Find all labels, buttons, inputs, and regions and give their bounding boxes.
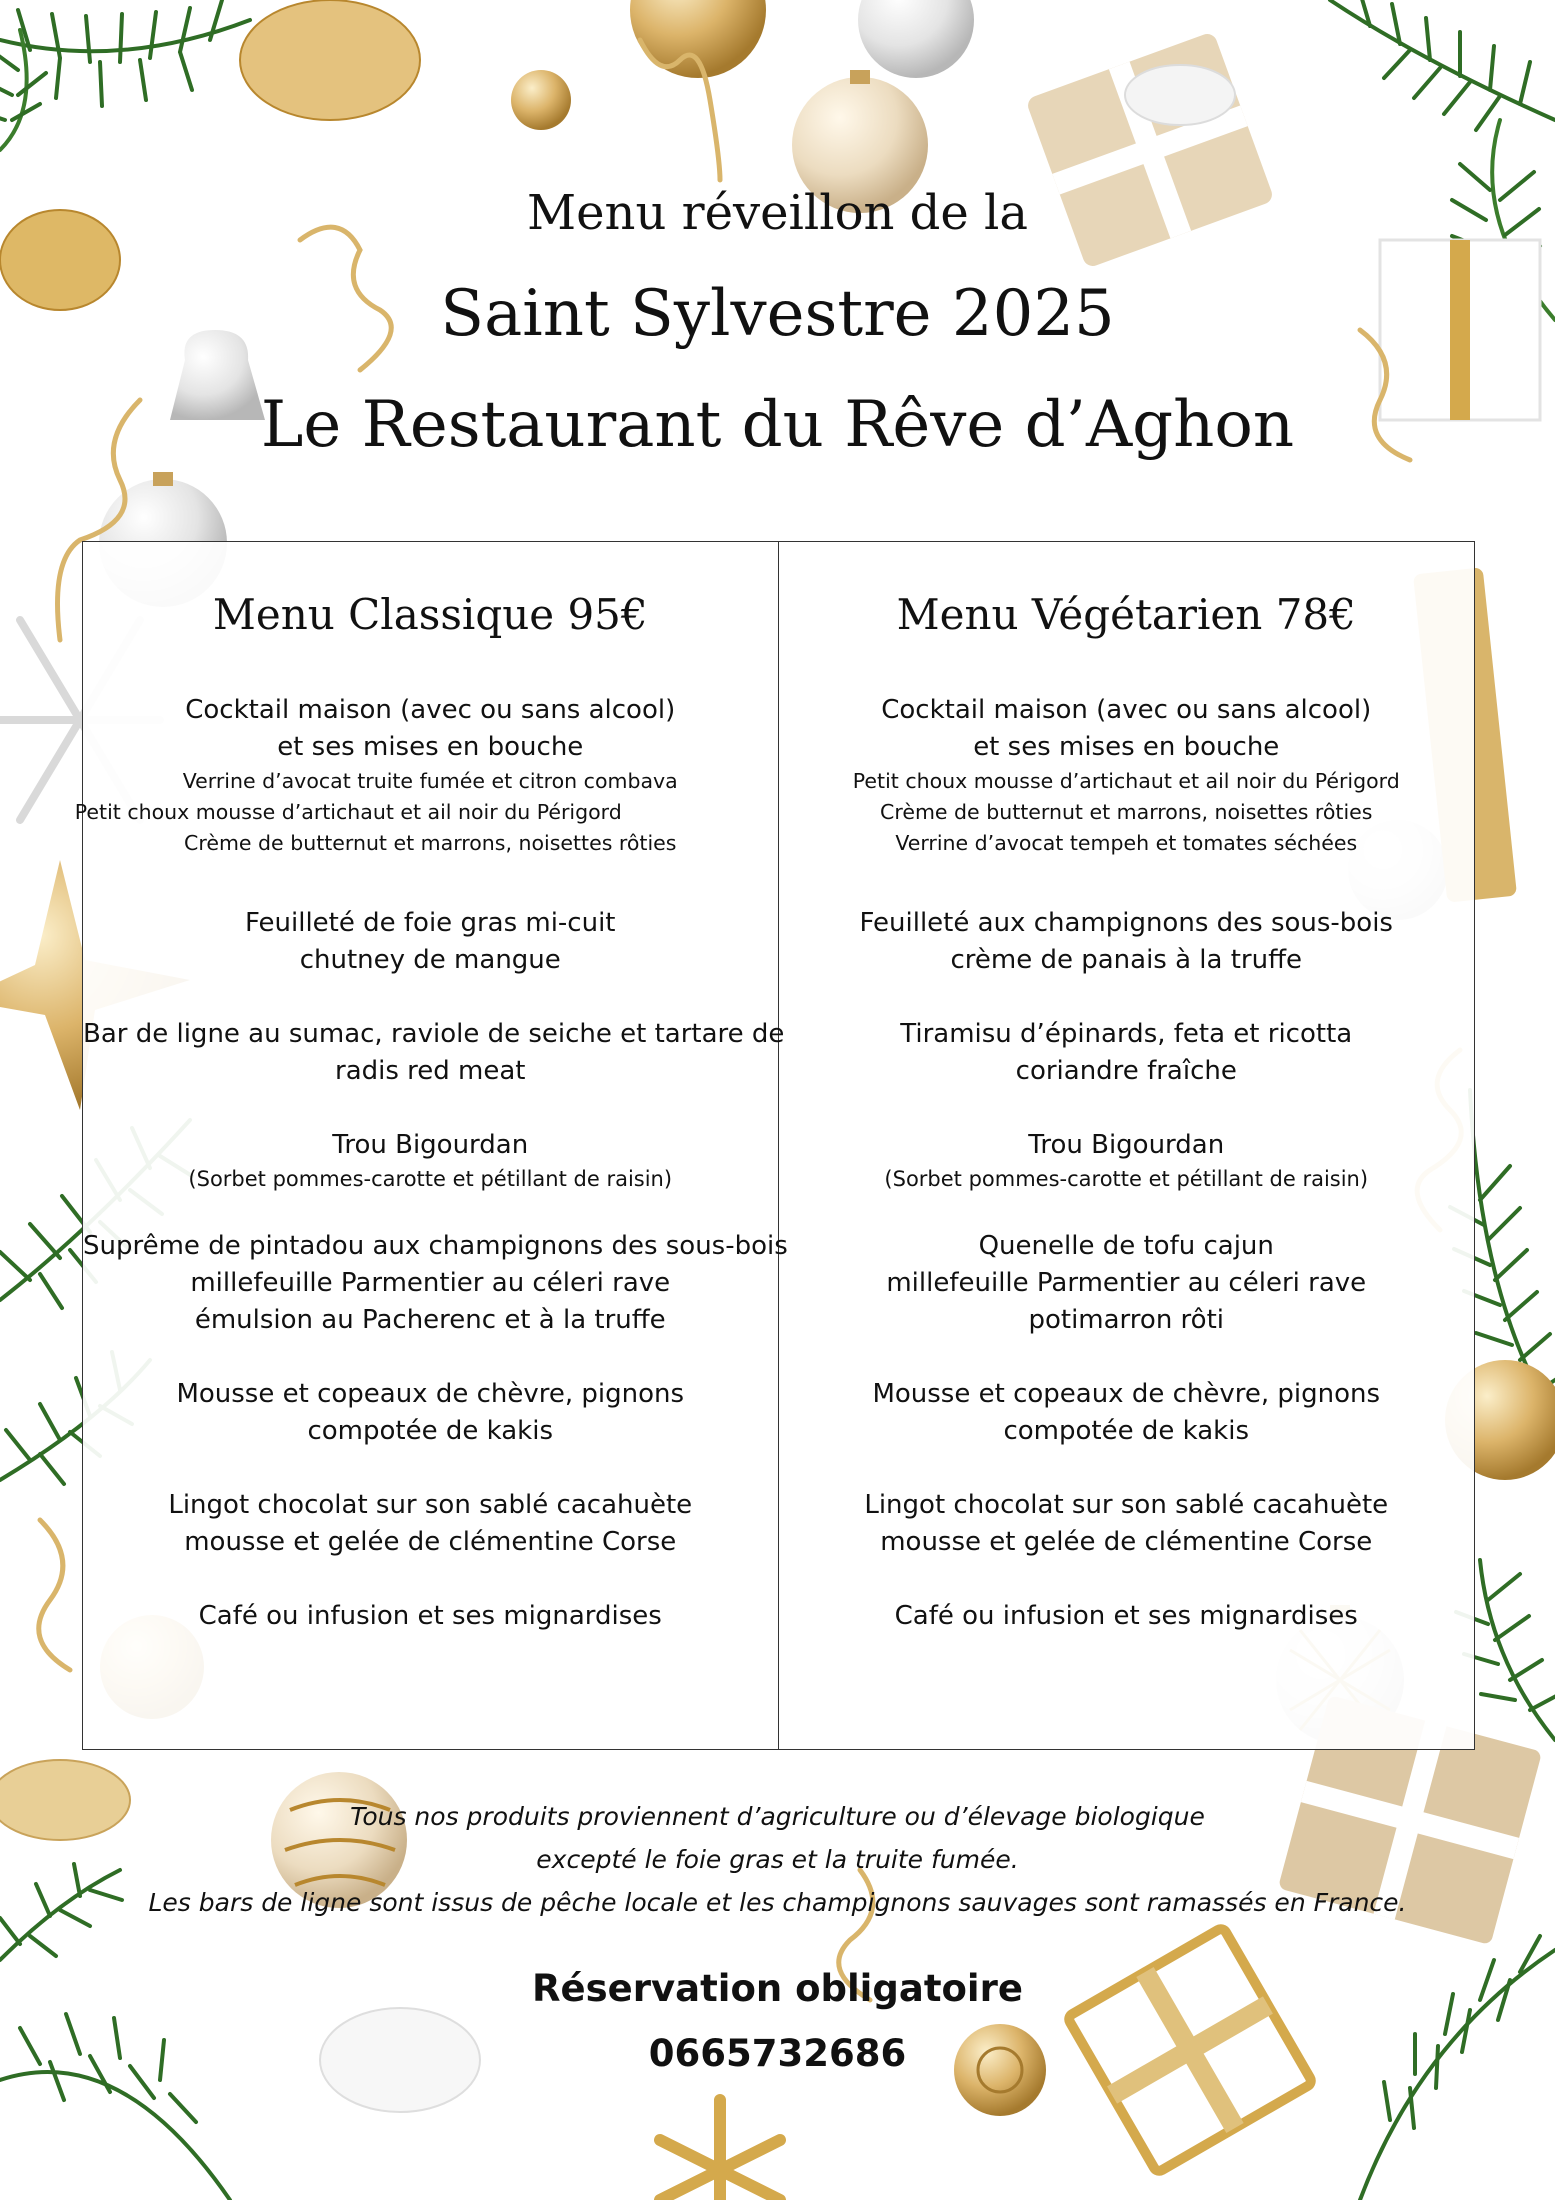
course-line: et ses mises en bouche: [973, 732, 1280, 762]
course-item: [83, 1376, 778, 1450]
small-gold-ornament: [511, 70, 571, 130]
course-line: coriandre fraîche: [1015, 1056, 1237, 1086]
course-detail: Petit choux mousse d’artichaut et ail noir du Périgord: [74, 800, 622, 824]
course-line: Cocktail maison (avec ou sans alcool): [881, 695, 1372, 725]
course-line: Tiramisu d’épinards, feta et ricotta: [900, 1019, 1353, 1049]
gold-ornament-top: [630, 0, 766, 78]
course-line: émulsion au Pacherenc et à la truffe: [194, 1305, 666, 1335]
menu-table: [74, 541, 1475, 1750]
course-line: Bar de ligne au sumac, raviole de seiche et tartare de: [83, 1019, 785, 1049]
course-item: [779, 1228, 1475, 1339]
course-line: Suprême de pintadou aux champignons des sous-bois: [83, 1231, 788, 1261]
course-line: mousse et gelée de clémentine Corse: [184, 1527, 677, 1557]
course-line: Café ou infusion et ses mignardises: [894, 1601, 1358, 1631]
course-line: Lingot chocolat sur son sablé cacahuète: [864, 1490, 1389, 1520]
course-line: Cocktail maison (avec ou sans alcool): [185, 695, 676, 725]
course-detail: Verrine d’avocat truite fumée et citron combava: [182, 769, 678, 793]
gold-bow-top: [240, 0, 420, 120]
course-item: [779, 1127, 1475, 1195]
menu-vegetarien-title: Menu Végétarien 78€: [896, 590, 1356, 639]
course-line: chutney de mangue: [299, 945, 561, 975]
sourcing-note-line: Tous nos produits proviennent d’agriculture ou d’élevage biologique: [350, 1802, 1205, 1831]
menu-classique-courses: [74, 692, 788, 1672]
course-item: [83, 905, 778, 979]
course-item: [83, 1016, 785, 1090]
course-item: [83, 1487, 778, 1561]
course-line: Lingot chocolat sur son sablé cacahuète: [168, 1490, 693, 1520]
course-item: [779, 1598, 1475, 1635]
menu-vegetarien-column: [779, 542, 1475, 1749]
course-line: Feuilleté de foie gras mi-cuit: [245, 908, 616, 938]
course-line: Trou Bigourdan: [1028, 1130, 1225, 1160]
silver-ornament-top: [858, 0, 974, 78]
menu-title-line-2: Saint Sylvestre 2025: [440, 277, 1115, 351]
course-line: crème de panais à la truffe: [950, 945, 1303, 975]
course-detail: Crème de butternut et marrons, noisettes rôties: [880, 800, 1373, 824]
course-line: Feuilleté aux champignons des sous-bois: [859, 908, 1393, 938]
snowflake-bottom: [660, 2100, 780, 2200]
course-item: [74, 692, 778, 859]
course-detail: Verrine d’avocat tempeh et tomates séchées: [895, 831, 1358, 855]
course-detail: Crème de butternut et marrons, noisettes rôties: [184, 831, 677, 855]
course-item: [779, 905, 1475, 979]
sourcing-note-line: excepté le foie gras et la truite fumée.: [536, 1845, 1019, 1874]
sourcing-note: [0, 1795, 1555, 1924]
course-item: [779, 1376, 1475, 1450]
course-detail: (Sorbet pommes-carotte et pétillant de raisin): [188, 1167, 673, 1191]
course-item: [779, 1487, 1475, 1561]
restaurant-name: Le Restaurant du Rêve d’Aghon: [260, 388, 1295, 462]
pine-branch-top-left: [0, 0, 250, 150]
course-detail: (Sorbet pommes-carotte et pétillant de raisin): [884, 1167, 1369, 1191]
course-line: Mousse et copeaux de chèvre, pignons: [176, 1379, 685, 1409]
course-line: potimarron rôti: [1028, 1305, 1225, 1335]
course-line: mousse et gelée de clémentine Corse: [880, 1527, 1373, 1557]
sourcing-note-line: Les bars de ligne sont issus de pêche locale et les champignons sauvages sont ramassés en France.: [148, 1888, 1407, 1917]
course-line: et ses mises en bouche: [277, 732, 584, 762]
menu-vegetarien-courses: [779, 692, 1475, 1672]
course-item: [779, 1016, 1475, 1090]
course-line: Mousse et copeaux de chèvre, pignons: [872, 1379, 1381, 1409]
course-line: millefeuille Parmentier au céleri rave: [190, 1268, 671, 1298]
reservation-label: Réservation obligatoire: [532, 1967, 1023, 2010]
course-line: radis red meat: [335, 1056, 526, 1086]
course-line: Quenelle de tofu cajun: [978, 1231, 1274, 1261]
menu-title-line-1: Menu réveillon de la: [527, 185, 1028, 241]
course-detail: Petit choux mousse d’artichaut et ail noir du Périgord: [852, 769, 1400, 793]
course-item: [83, 1127, 778, 1195]
course-line: Café ou infusion et ses mignardises: [198, 1601, 662, 1631]
menu-classique-column: [74, 542, 788, 1749]
reservation-phone: 0665732686: [648, 2032, 907, 2075]
course-item: [83, 1228, 788, 1339]
course-line: compotée de kakis: [1003, 1416, 1249, 1446]
course-line: compotée de kakis: [307, 1416, 553, 1446]
course-line: Trou Bigourdan: [332, 1130, 529, 1160]
course-item: [779, 692, 1475, 859]
course-item: [83, 1598, 778, 1635]
menu-classique-title: Menu Classique 95€: [212, 590, 648, 639]
course-line: millefeuille Parmentier au céleri rave: [886, 1268, 1367, 1298]
